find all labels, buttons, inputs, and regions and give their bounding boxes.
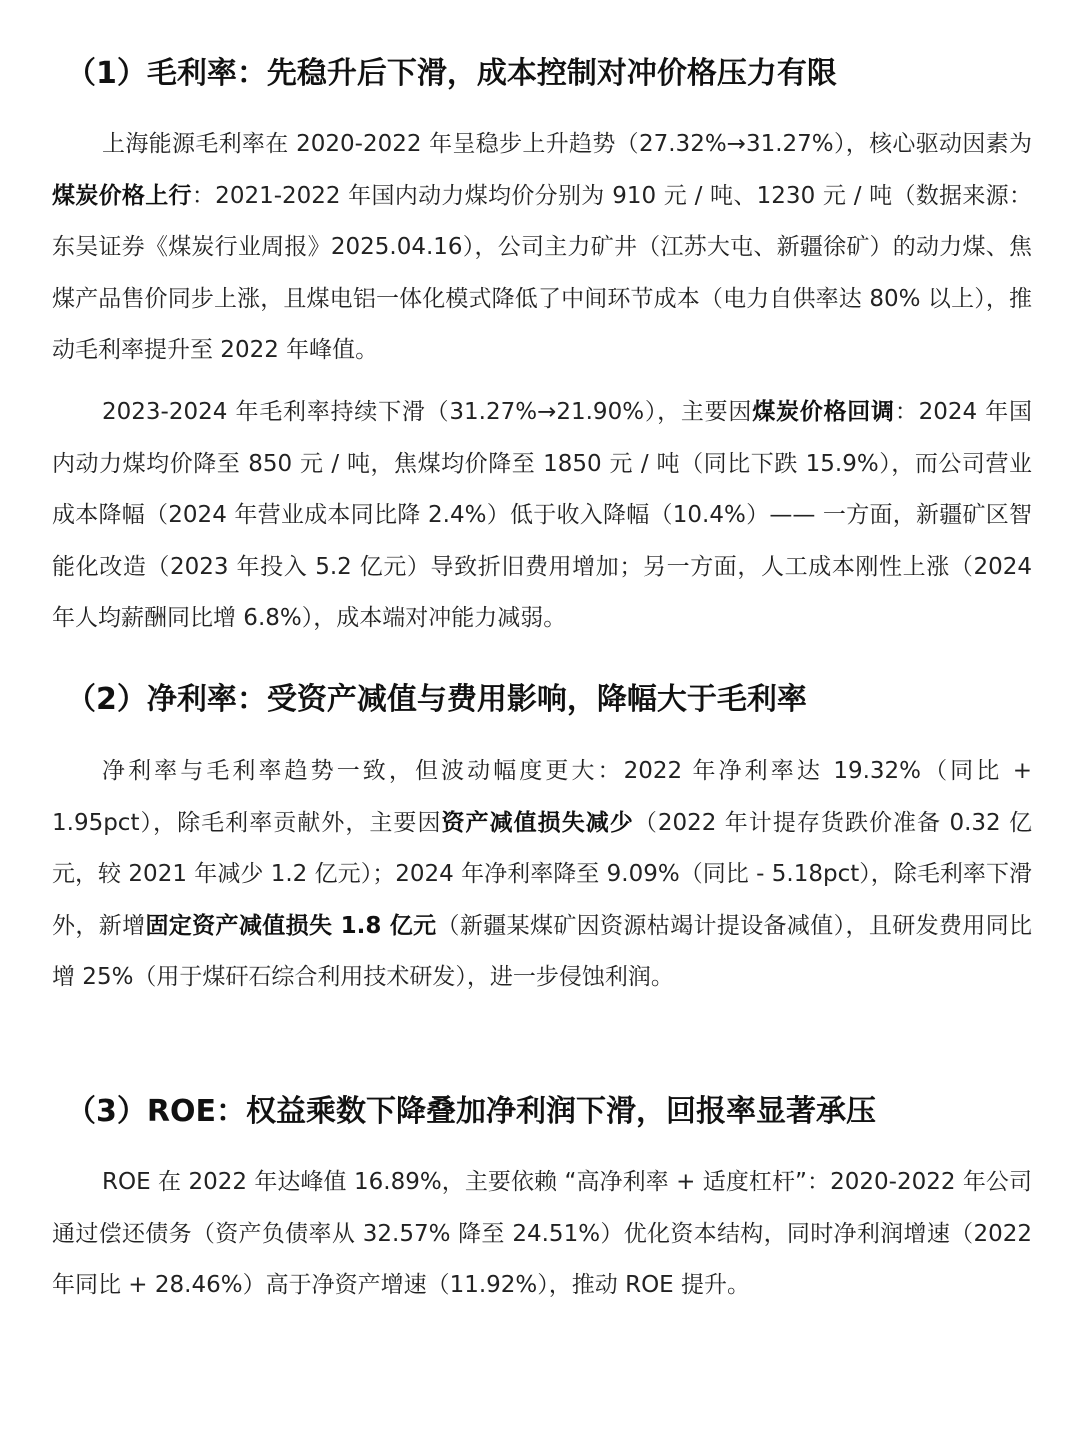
- text-run: （2022 年计提存货跌价准备 0.32 亿元，较 2021 年减少 1.2 亿元）；2024 年净利率降至 9.09%（同比 - 5.18pct），除毛利率下滑外，新增: [52, 809, 1032, 939]
- section-1-paragraph-1: [52, 119, 1032, 377]
- section-2-heading: （2）净利率：受资产减值与费用影响，降幅大于毛利率: [66, 682, 807, 717]
- text-run: ROE 在 2022 年达峰值 16.89%，主要依赖 “高净利率 + 适度杠杆”：2020-2022 年公司通过偿还债务（资产负债率从 32.57% 降至 24.51%）优化资本结构，同时净利润增速（2022 年同比 + 28.46%）高于净资产增速（11.92%），推动 ROE 提升。: [52, 1169, 1032, 1298]
- text-run: ：2024 年国内动力煤均价降至 850 元 / 吨，焦煤均价降至 1850 元 / 吨（同比下跌 15.9%），而公司营业成本降幅（2024 年营业成本同比降 2.4%）低于收入降幅（10.4%）—— 一方面，新疆矿区智能化改造（2023 年投入 5.2 亿元）导致折旧费用增加；另一方面，人工成本刚性上涨（2024 年人均薪酬同比增 6.8%），成本端对冲能力减弱。: [52, 399, 1032, 631]
- text-run: ：2021-2022 年国内动力煤均价分别为 910 元 / 吨、1230 元 / 吨（数据来源：东吴证券《煤炭行业周报》2025.04.16），公司主力矿井（江苏大屯、新疆徐矿）的动力煤、焦煤产品售价同步上涨，且煤电铝一体化模式降低了中间环节成本（电力自供率达 80% 以上），推动毛利率提升至 2022 年峰值。: [52, 182, 1032, 363]
- text-run: 净利率与毛利率趋势一致，但波动幅度更大：2022 年净利率达 19.32%（同比 + 1.95pct），除毛利率贡献外，主要因: [52, 758, 1032, 836]
- section-1-heading: （1）毛利率：先稳升后下滑，成本控制对冲价格压力有限: [66, 56, 837, 91]
- section-3-paragraph-1: [52, 1157, 1032, 1312]
- text-run: （新疆某煤矿因资源枯竭计提设备减值），且研发费用同比增 25%（用于煤矸石综合利用技术研发），进一步侵蚀利润。: [52, 912, 1032, 990]
- bold-text-run: 资产减值损失减少: [441, 809, 634, 836]
- section-3-heading: （3）ROE：权益乘数下降叠加净利润下滑，回报率显著承压: [66, 1094, 876, 1129]
- section-2-paragraph-1: [52, 746, 1032, 1004]
- text-run: 2023-2024 年毛利率持续下滑（31.27%→21.90%），主要因: [102, 399, 753, 425]
- section-1-paragraph-2: [52, 387, 1032, 645]
- bold-text-run: 煤炭价格上行: [52, 182, 192, 209]
- bold-text-run: 煤炭价格回调: [752, 399, 895, 425]
- bold-text-run: 固定资产减值损失 1.8 亿元: [145, 912, 437, 939]
- text-run: 上海能源毛利率在 2020-2022 年呈稳步上升趋势（27.32%→31.27%），核心驱动因素为: [102, 131, 1032, 157]
